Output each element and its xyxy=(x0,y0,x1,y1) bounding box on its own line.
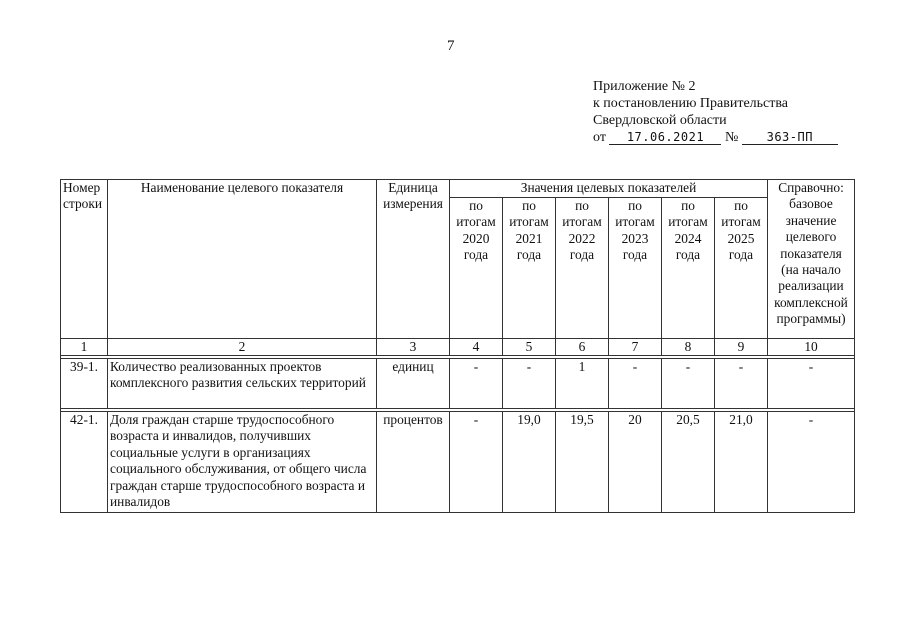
table-row xyxy=(61,412,855,513)
appendix-resolution-line: к постановлению Правительства xyxy=(593,96,789,111)
row-number: 42-1. xyxy=(61,412,108,513)
number-prefix: № xyxy=(724,130,739,145)
value-cell: 20 xyxy=(609,412,662,513)
header-year: по итогам 2021 года xyxy=(503,198,556,339)
header-year: по итогам 2025 года xyxy=(715,198,768,339)
header-year: по итогам 2022 года xyxy=(556,198,609,339)
column-numbers-row xyxy=(61,339,855,356)
header-base-value: Справочно: базовое значение целевого показателя (на начало реализации комплексной программы) xyxy=(768,180,855,339)
appendix-title: Приложение № 2 xyxy=(593,79,696,94)
indicator-name: Количество реализованных проектов комплексного развития сельских территорий xyxy=(108,359,377,409)
column-number: 5 xyxy=(503,339,556,356)
unit-cell: процентов xyxy=(377,412,450,513)
column-number: 10 xyxy=(768,339,855,356)
value-cell: 19,5 xyxy=(556,412,609,513)
value-cell: 19,0 xyxy=(503,412,556,513)
value-cell: - xyxy=(450,412,503,513)
appendix-date-line xyxy=(593,129,838,146)
header-row-number: Номер строки xyxy=(61,180,108,339)
resolution-number: 363-ПП xyxy=(742,131,838,145)
column-number: 3 xyxy=(377,339,450,356)
row-number: 39-1. xyxy=(61,359,108,409)
value-cell: 20,5 xyxy=(662,412,715,513)
base-value-cell: - xyxy=(768,359,855,409)
column-number: 7 xyxy=(609,339,662,356)
value-cell: - xyxy=(450,359,503,409)
column-number: 6 xyxy=(556,339,609,356)
date-prefix: от xyxy=(593,130,606,145)
column-number: 4 xyxy=(450,339,503,356)
column-number: 2 xyxy=(108,339,377,356)
header-indicator-name: Наименование целевого показателя xyxy=(108,180,377,339)
value-cell: - xyxy=(715,359,768,409)
indicator-name: Доля граждан старше трудоспособного возраста и инвалидов, получивших социальные услуги в организациях социального обслуживания, от общего числа граждан старше трудоспособного возраста и инвалидов xyxy=(108,412,377,513)
header-year: по итогам 2020 года xyxy=(450,198,503,339)
base-value-cell: - xyxy=(768,412,855,513)
value-cell: - xyxy=(503,359,556,409)
value-cell: 21,0 xyxy=(715,412,768,513)
unit-cell: единиц xyxy=(377,359,450,409)
appendix-region-line: Свердловской области xyxy=(593,113,727,128)
indicators-table xyxy=(60,179,855,513)
value-cell: - xyxy=(662,359,715,409)
header-row xyxy=(61,180,855,198)
resolution-date: 17.06.2021 xyxy=(609,131,721,145)
column-number: 8 xyxy=(662,339,715,356)
value-cell: 1 xyxy=(556,359,609,409)
header-year: по итогам 2023 года xyxy=(609,198,662,339)
table-row xyxy=(61,359,855,409)
column-number: 1 xyxy=(61,339,108,356)
appendix-header xyxy=(593,78,838,146)
page-number: 7 xyxy=(447,38,455,54)
header-target-values: Значения целевых показателей xyxy=(450,180,768,198)
header-year: по итогам 2024 года xyxy=(662,198,715,339)
value-cell: - xyxy=(609,359,662,409)
header-unit: Единица измерения xyxy=(377,180,450,339)
column-number: 9 xyxy=(715,339,768,356)
